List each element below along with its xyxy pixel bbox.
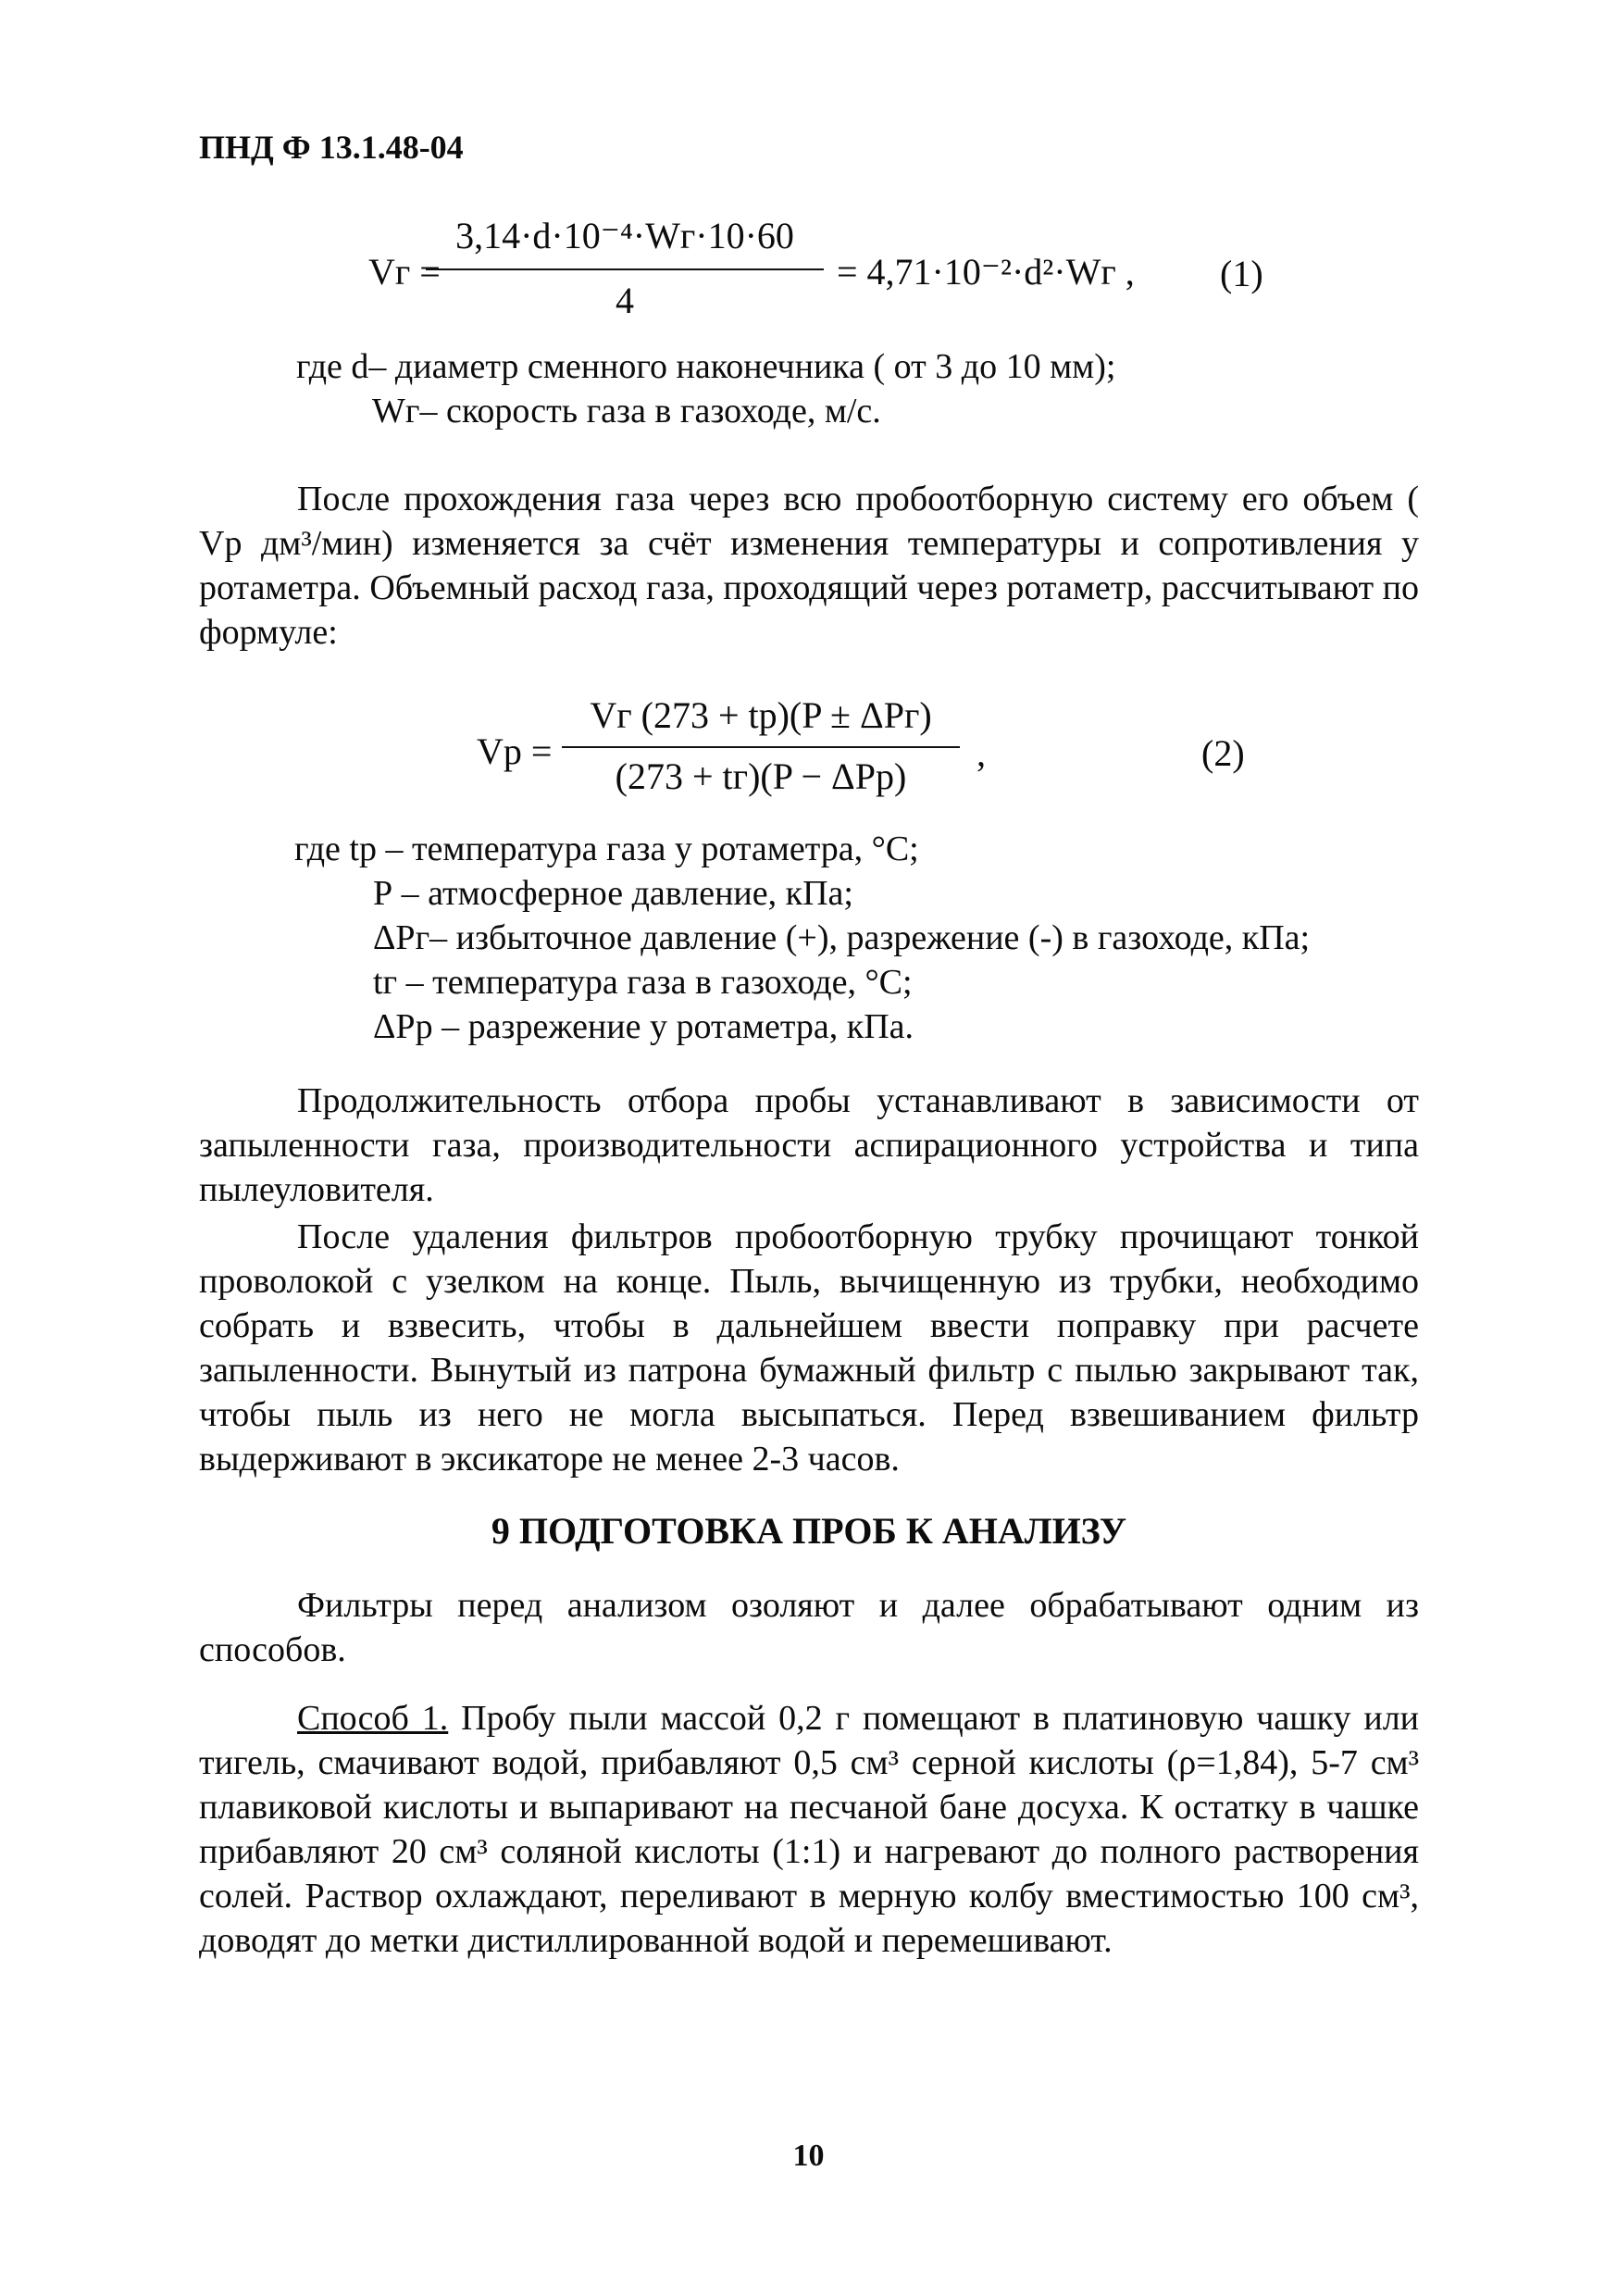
formula-2 <box>477 693 1291 813</box>
formula-1-number: (1) <box>1220 253 1263 294</box>
formula-1-fraction <box>426 213 824 324</box>
method-1-text: Пробу пыли массой 0,2 г помещают в платиновую чашку или тигель, смачивают водой, прибавляют 0,5 см³ серной кислоты (ρ=1,84), 5-7 см³ плавиковой кислоты и выпаривают на песчаной бане досуха. К остатку в чашке прибавляют 20 см³ соляной кислоты (1:1) и нагревают до полного растворения солей. Раствор охлаждают, переливают в мерную колбу вместимостью 100 см³, доводят до метки дистиллированной водой и перемешивают. <box>199 1699 1420 1960</box>
fraction-bar <box>426 268 824 270</box>
paragraph-tube-cleaning: После удаления фильтров пробоотборную трубку прочищают тонкой проволокой с узелком на конце. Пыль, вычищенную из трубки, необходимо собрать и взвесить, чтобы в дальнейшем ввести поправку при расчете запыленности. Вынутый из патрона бумажный фильтр с пылью закрывают так, чтобы пыль из него не могла высыпаться. Перед взвешиванием фильтр выдерживают в эксикаторе не менее 2-3 часов. <box>199 1217 1419 1479</box>
legend-line: ΔРг– избыточное давление (+), разрежение (-) в газоходе, кПа; <box>373 918 1311 957</box>
formula-1-rhs: = 4,71·10⁻²·d²·Wг , <box>837 251 1135 293</box>
paragraph-method-1 <box>199 1696 1419 1963</box>
paragraph-sampling-duration: Продолжительность отбора пробы устанавливают в зависимости от запыленности газа, производительности аспирационного устройства и типа пылеуловителя. <box>199 1081 1419 1209</box>
formula-1-numerator: 3,14·d·10⁻⁴·Wг·10·60 <box>455 215 794 256</box>
formula-1 <box>368 213 1312 343</box>
section-heading: 9 ПОДГОТОВКА ПРОБ К АНАЛИЗУ <box>491 1510 1127 1552</box>
legend-line: где d– диаметр сменного наконечника ( от 3 до 10 мм); <box>296 347 1116 386</box>
document-code: ПНД Ф 13.1.48-04 <box>199 129 464 166</box>
formula-2-denominator: (273 + tг)(P − ΔPр) <box>615 755 907 797</box>
legend-line: где tр – температура газа у ротаметра, °С; <box>294 830 919 868</box>
formula-2-number: (2) <box>1201 732 1245 774</box>
formula-1-legend <box>296 344 1115 433</box>
fraction-bar <box>562 746 960 748</box>
paragraph-filters: Фильтры перед анализом озоляют и далее обрабатывают одним из способов. <box>199 1586 1419 1669</box>
legend-line: Р – атмосферное давление, кПа; <box>373 874 853 913</box>
formula-2-comma: , <box>976 732 986 774</box>
formula-1-denominator: 4 <box>616 280 634 321</box>
legend-line: ΔРр – разрежение у ротаметра, кПа. <box>373 1007 914 1046</box>
formula-2-legend <box>294 827 1310 1049</box>
formula-2-fraction <box>562 693 960 800</box>
method-1-label: Способ 1. <box>297 1699 449 1738</box>
paragraph-flow-change: После прохождения газа через всю пробоотборную систему его объем ( Vр дм³/мин) изменяется за счёт изменения температуры и сопротивления у ротаметра. Объемный расход газа, проходящий через ротаметр, рассчитывают по формуле: <box>199 480 1419 652</box>
formula-2-numerator: Vг (273 + tр)(P ± ΔPг) <box>590 694 932 736</box>
legend-line: Wг– скорость газа в газоходе, м/с. <box>372 392 881 430</box>
page-number: 10 <box>792 2139 825 2173</box>
formula-1-lhs: Vг = <box>368 251 441 293</box>
formula-2-lhs: Vр = <box>477 730 553 772</box>
legend-line: tг – температура газа в газоходе, °С; <box>373 963 913 1002</box>
